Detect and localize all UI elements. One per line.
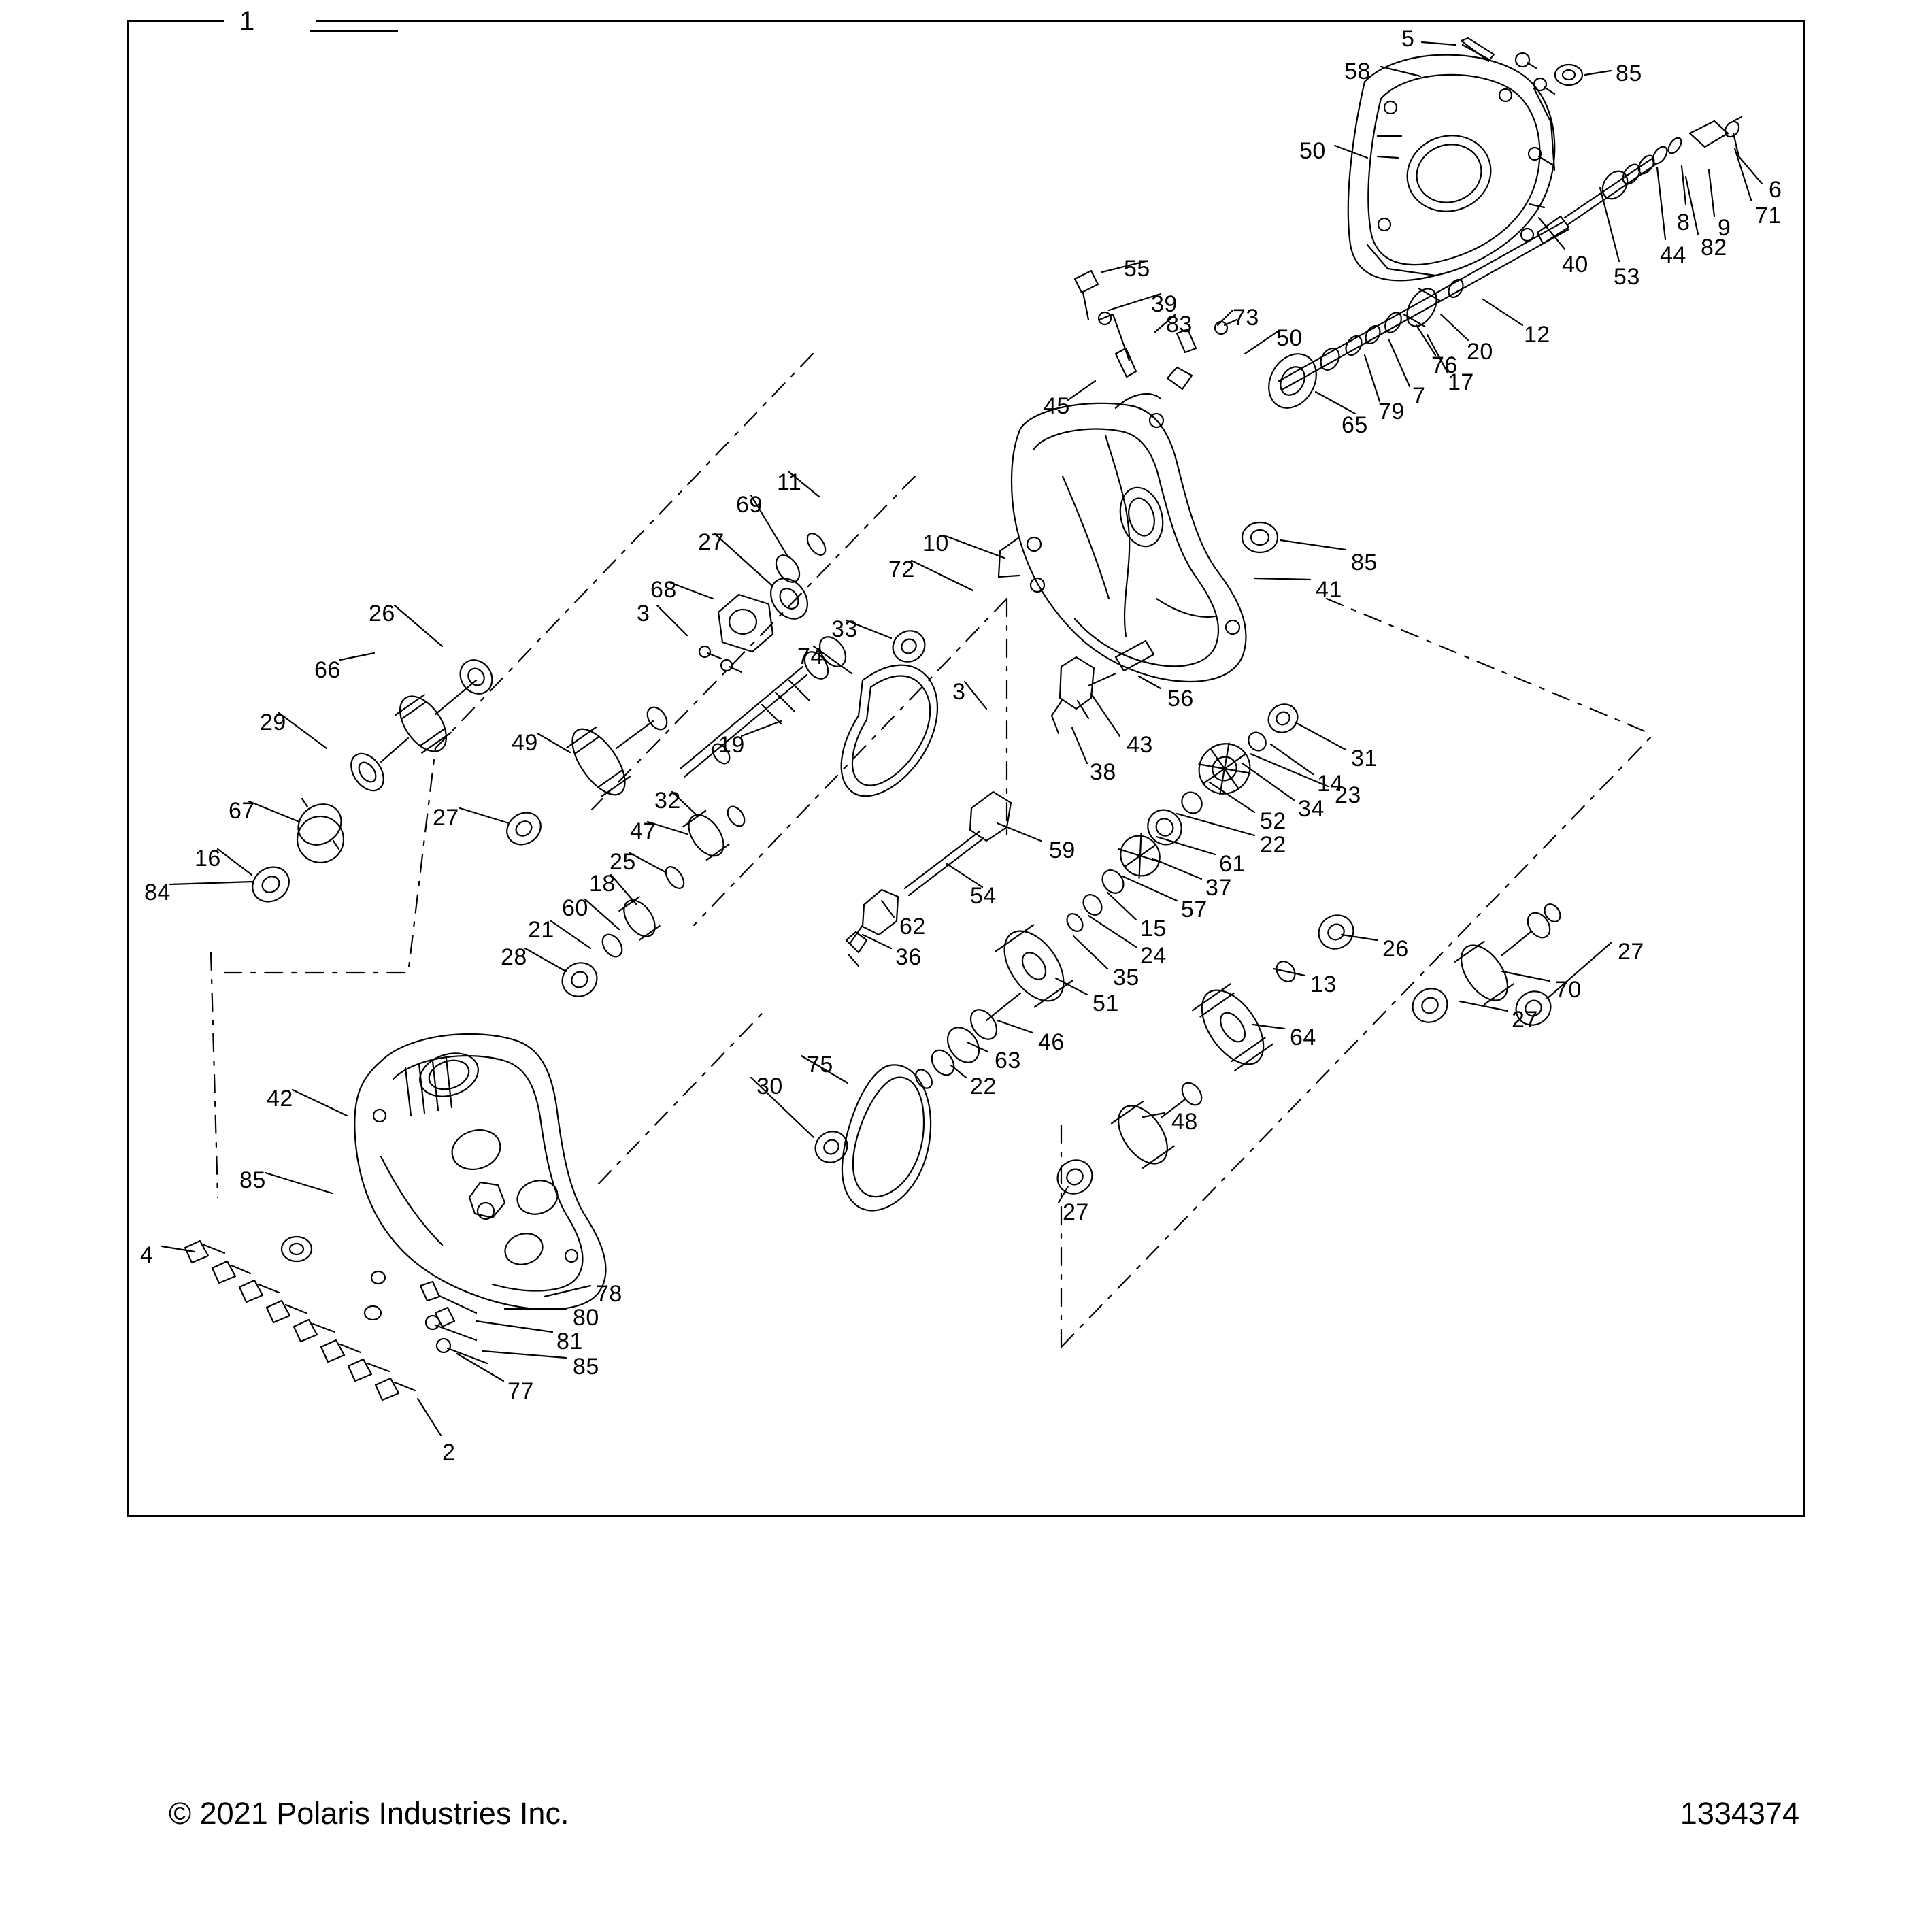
callout-22-a: 22: [1260, 832, 1286, 858]
callout-15: 15: [1140, 916, 1167, 942]
callout-47: 47: [630, 818, 656, 844]
callout-28: 28: [501, 944, 527, 970]
callout-78: 78: [596, 1281, 622, 1307]
callout-56: 56: [1167, 686, 1194, 712]
callout-9: 9: [1718, 215, 1731, 241]
callout-84: 84: [144, 880, 171, 905]
callout-20: 20: [1467, 339, 1493, 365]
callout-6: 6: [1769, 177, 1782, 203]
callout-17: 17: [1448, 369, 1474, 395]
callout-48: 48: [1171, 1109, 1198, 1135]
callout-27-e: 27: [1063, 1199, 1089, 1225]
callout-53: 53: [1614, 264, 1640, 290]
callout-21: 21: [528, 917, 554, 943]
callout-62: 62: [899, 914, 926, 939]
callout-45: 45: [1044, 393, 1070, 419]
callout-14: 14: [1317, 771, 1344, 797]
callout-37: 37: [1205, 875, 1232, 901]
callout-75: 75: [807, 1052, 833, 1078]
copyright-notice: © 2021 Polaris Industries Inc.: [169, 1796, 569, 1831]
callout-50-b: 50: [1276, 325, 1303, 351]
callout-11: 11: [777, 469, 802, 495]
callout-34: 34: [1298, 796, 1325, 822]
callout-1: 1: [239, 6, 255, 36]
callout-42: 42: [267, 1086, 293, 1112]
callout-32: 32: [654, 788, 681, 814]
callout-50-a: 50: [1299, 138, 1326, 164]
callout-22-b: 22: [970, 1073, 997, 1099]
callout-18: 18: [589, 871, 616, 897]
callout-16: 16: [195, 846, 221, 871]
callout-41: 41: [1316, 577, 1342, 603]
callout-7: 7: [1412, 383, 1426, 409]
callout-81: 81: [556, 1329, 583, 1354]
callout-43: 43: [1127, 732, 1153, 758]
callout-4: 4: [140, 1242, 154, 1268]
callout-25: 25: [610, 849, 636, 875]
callout-27-a: 27: [698, 529, 724, 555]
callout-39: 39: [1151, 291, 1178, 317]
callout-68: 68: [650, 577, 677, 603]
callout-30: 30: [756, 1073, 783, 1099]
callout-52: 52: [1260, 808, 1286, 834]
callout-63: 63: [995, 1048, 1021, 1073]
callout-27-c: 27: [1618, 939, 1644, 965]
callout-74: 74: [797, 644, 824, 669]
callout-61: 61: [1219, 851, 1246, 877]
callout-85-c: 85: [239, 1167, 266, 1193]
callout-24: 24: [1140, 943, 1167, 969]
callout-66: 66: [314, 657, 341, 683]
callout-38: 38: [1090, 759, 1116, 785]
callout-67: 67: [229, 798, 255, 824]
callout-35: 35: [1113, 965, 1139, 990]
callout-26-b: 26: [1382, 936, 1409, 962]
callout-33: 33: [831, 616, 858, 642]
callout-3-a: 3: [637, 601, 650, 627]
callout-72: 72: [888, 556, 915, 582]
callout-26-a: 26: [369, 601, 395, 627]
callout-8: 8: [1677, 210, 1690, 235]
callout-51: 51: [1093, 990, 1119, 1016]
drawing-number: 1334374: [1680, 1796, 1799, 1831]
callout-69: 69: [736, 492, 763, 518]
callout-44: 44: [1660, 242, 1686, 268]
callout-64: 64: [1290, 1025, 1316, 1050]
callout-83: 83: [1166, 312, 1193, 337]
callout-80: 80: [573, 1305, 599, 1331]
callout-13: 13: [1310, 971, 1337, 997]
callout-58: 58: [1344, 59, 1371, 84]
callout-12: 12: [1524, 322, 1550, 348]
callout-82: 82: [1701, 235, 1727, 261]
callout-5: 5: [1401, 26, 1415, 52]
callout-10: 10: [922, 531, 949, 556]
callout-71: 71: [1755, 203, 1782, 229]
callout-46: 46: [1038, 1029, 1065, 1055]
callout-19: 19: [718, 732, 745, 758]
callout-76: 76: [1431, 352, 1458, 378]
callout-29: 29: [260, 710, 286, 735]
callout-85-d: 85: [573, 1354, 599, 1380]
callout-70: 70: [1555, 977, 1582, 1003]
callout-54: 54: [970, 883, 997, 909]
callout-60: 60: [562, 895, 588, 921]
callout-36: 36: [895, 944, 922, 970]
callout-59: 59: [1049, 837, 1076, 863]
callout-49: 49: [512, 730, 538, 756]
callout-85-b: 85: [1351, 550, 1378, 576]
callout-2: 2: [442, 1439, 456, 1465]
callout-3-b: 3: [952, 679, 966, 705]
callout-27-b: 27: [433, 805, 459, 831]
callout-79: 79: [1378, 399, 1405, 424]
callout-65: 65: [1342, 412, 1368, 438]
callout-31: 31: [1351, 746, 1378, 771]
callout-55: 55: [1124, 256, 1150, 282]
callout-85-a: 85: [1616, 61, 1642, 86]
callout-23: 23: [1335, 782, 1361, 808]
callout-77: 77: [507, 1378, 534, 1404]
callout-57: 57: [1181, 897, 1208, 922]
callout-40: 40: [1562, 252, 1588, 278]
callout-27-d: 27: [1512, 1007, 1538, 1033]
callout-73: 73: [1233, 305, 1259, 331]
